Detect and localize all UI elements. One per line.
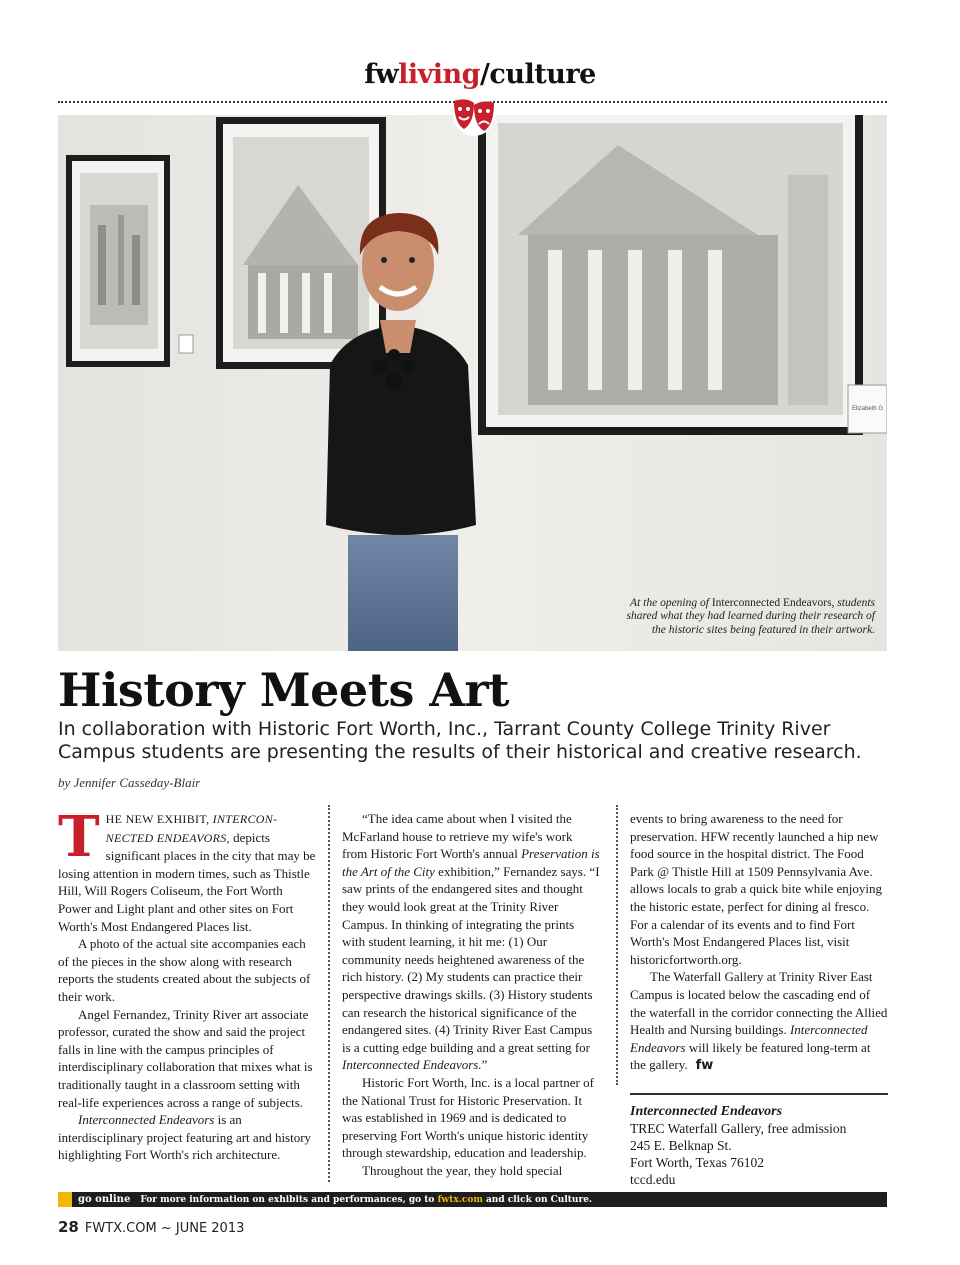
info-address: 245 E. Belknap St.	[630, 1138, 732, 1153]
paragraph	[58, 1111, 316, 1164]
paragraph: A photo of the actual site accompanies each of the pieces in the show along with research reports the students created about the subjects of their work.	[58, 936, 311, 1004]
exhibition-title: Preservation is the Art of the City	[342, 846, 600, 879]
message-text: For more information on exhibits and performances, go to	[140, 1195, 438, 1205]
exhibit-title: Interconnected Endeavors	[630, 1022, 868, 1055]
article-headline: History Meets Art	[58, 663, 510, 717]
frame-right	[478, 115, 863, 435]
lead-in-title: INTERCON-NECTED ENDEAVORS,	[105, 812, 278, 845]
paragraph-text: The Waterfall Gallery at Trinity River East Campus is located below the cascading end of the waterfall in the corridor connecting the Allied Health and Nursing buildings.	[630, 969, 888, 1038]
paragraph-text: will likely be featured long-term at the gallery.	[630, 1039, 871, 1073]
paragraph-text: depicts significant places in the city that may be losing attention in modern times, such as Thistle Hill, Will Rogers Coliseum, the Fort Worth Power and Light plant and other sites on Fort Worth's Most Endangered Places list.	[58, 829, 316, 934]
paragraph: events to bring awareness to the need for preservation. HFW recently launched a hip new food source in the hospital district. The Food Park @ Thistle Hill at 1509 Pennsylvania Ave. allows locals to grab a quick bite while enjoying the historic estate, perfect for dining al fresco. For a calendar of its events and to find Fort Worth's Most Endangered Places list, visit historicfortworth.org.	[630, 811, 882, 967]
info-venue: TREC Waterfall Gallery, free admission	[630, 1121, 847, 1136]
go-online-message	[140, 1195, 592, 1205]
exhibit-title: Interconnected Endeavors.	[342, 1057, 482, 1073]
section-title-living: living	[398, 59, 481, 90]
hero-photo-illustration	[58, 115, 887, 651]
go-online-label: go online	[78, 1194, 131, 1205]
section-title-slash: /	[480, 59, 490, 90]
section-title-fw: fw	[364, 59, 399, 90]
article-column-2	[342, 810, 600, 1179]
paragraph	[58, 804, 316, 935]
article-byline: by Jennifer Casseday-Blair	[58, 775, 201, 790]
paragraph-text: ”	[481, 1057, 488, 1073]
article-column-1	[58, 804, 316, 1164]
theater-masks-icon	[448, 93, 500, 137]
message-text: and click on Culture.	[482, 1195, 593, 1205]
paragraph: Throughout the year, they hold special	[362, 1162, 563, 1178]
paragraph: Historic Fort Worth, Inc. is a local partner of the National Trust for Historic Preservation. It was established in 1969 and is dedicated to preserving Fort Worth's unique historic identity through stewardship, education and leadership.	[342, 1074, 594, 1161]
caption-title: Interconnected Endeavors	[711, 596, 832, 609]
paragraph-text: is an interdisciplinary project featuring art and history highlighting Fort Worth's rich architecture.	[58, 1112, 312, 1163]
frame-left	[66, 155, 170, 367]
folio-text: FWTX.COM ~ JUNE 2013	[84, 1221, 245, 1236]
column-divider	[616, 805, 618, 1085]
info-title: Interconnected Endeavors	[630, 1104, 783, 1119]
info-city: Fort Worth, Texas 76102	[630, 1155, 764, 1170]
caption-part1: At the opening of	[630, 596, 712, 609]
article-dek: In collaboration with Historic Fort Worth, Inc., Tarrant County College Trinity River Campus students are presenting the results of their historical and creative research.	[58, 718, 862, 763]
column-divider	[328, 805, 330, 1182]
page-folio	[58, 1218, 244, 1236]
exhibit-title: Interconnected Endeavors	[78, 1112, 215, 1128]
article-column-3	[630, 810, 888, 1075]
bar-accent-square	[58, 1192, 72, 1207]
paragraph-text: exhibition,” Fernandez says. “I saw prints of the endangered sites and thought they would look great at the Trinity River Campus. In thinking of integrating the prints with student learning, it hit me: (1) Our community needs heightened awareness of the rich history. (2) My students can practice their perspective drawings skills. (3) History students can research the historical significance of the endangered sites. (4) Trinity River East Campus is a cutting edge building and a great setting for	[342, 863, 600, 1055]
section-title	[0, 58, 960, 92]
caption-part2: , students shared what they had learned during their research of the historic sites being featured in their artwork.	[626, 596, 875, 636]
hero-photo	[58, 115, 887, 651]
paragraph: Angel Fernandez, Trinity River art associate professor, curated the show and said the project falls in line with the campus principles of interdisciplinary collaboration that mixes what is traditionally taught in a classroom setting with real-life experiences across a range of subjects.	[58, 1006, 313, 1110]
paragraph	[630, 968, 888, 1075]
paragraph	[342, 810, 600, 1074]
section-title-culture: culture	[489, 59, 596, 90]
event-info-box	[630, 1093, 888, 1188]
wall-label: Elizabeth G	[852, 406, 884, 412]
info-website[interactable]: tccd.edu	[630, 1172, 676, 1187]
paragraph-text: “The idea came about when I visited the McFarland house to retrieve my wife's work from Historic Fort Worth's annual	[342, 811, 573, 862]
fwtx-link[interactable]: fwtx.com	[437, 1195, 483, 1205]
photo-caption	[615, 597, 875, 638]
page-number: 28	[58, 1218, 79, 1236]
go-online-bar	[58, 1192, 887, 1207]
end-mark: fw	[695, 1058, 714, 1074]
lead-in: HE NEW EXHIBIT,	[105, 812, 213, 826]
drop-cap: T	[58, 804, 100, 870]
